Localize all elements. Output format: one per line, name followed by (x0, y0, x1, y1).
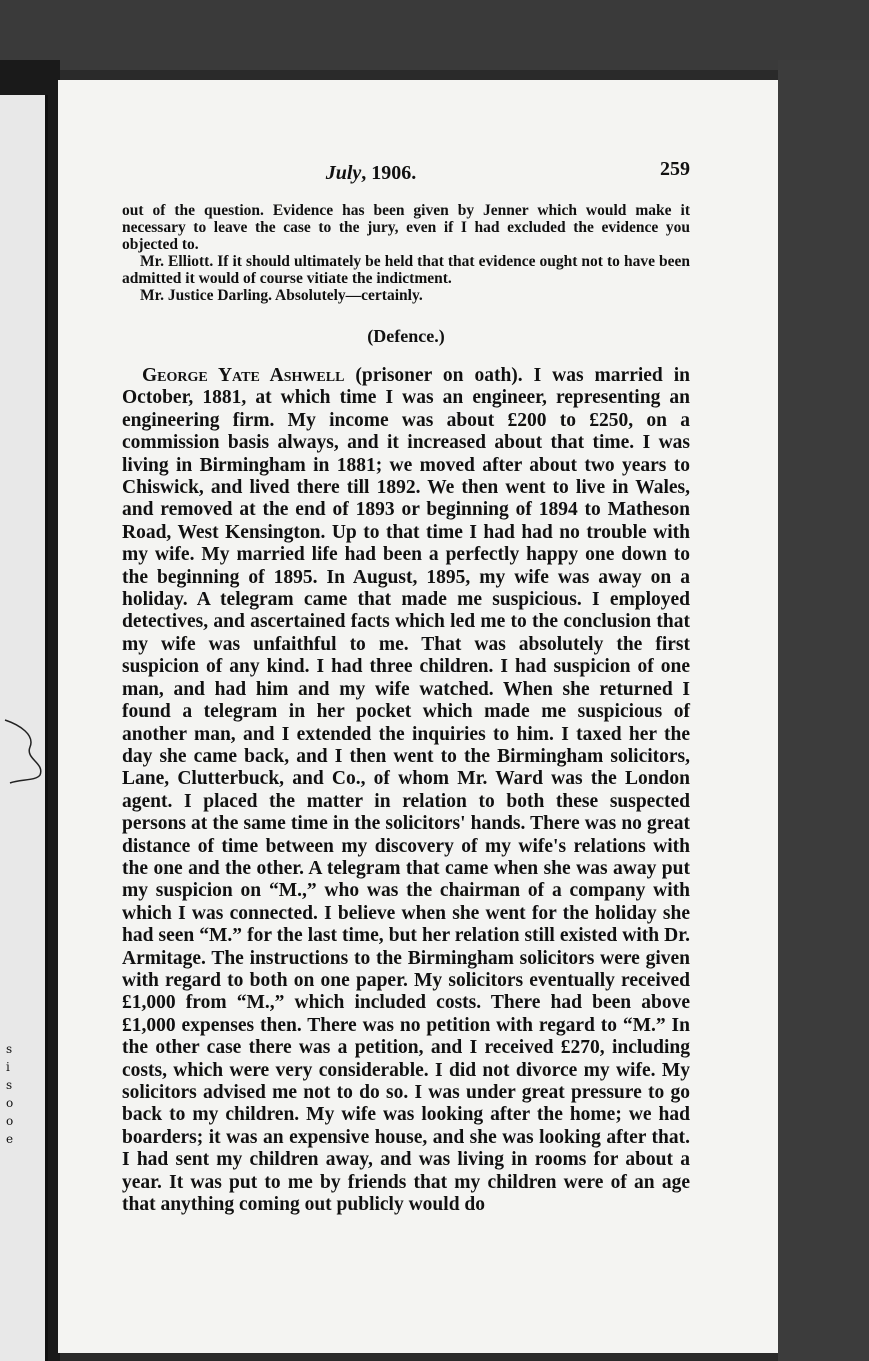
section-heading: (Defence.) (367, 326, 445, 346)
margin-scribble (0, 715, 55, 785)
fragment-char: i (6, 1060, 10, 1074)
facing-page-fragments (6, 1040, 13, 1148)
fragment-char: e (6, 1132, 14, 1146)
running-head-year: , 1906. (361, 162, 417, 184)
testimony-paragraph (122, 365, 690, 1216)
fragment-char: o (6, 1114, 14, 1128)
testimony-text: (prisoner on oath). I was married in October, 1881, at which time I was an engineer, representing an engineering firm. My income was about £200 to £250, on a commission basis always, and it increased about that time. I was living in Birmingham in 1881; we moved after about two years to Chiswick, and lived there till 1892. We then went to live in Wales, and removed at the end of 1893 or beginning of 1894 to Matheson Road, West Kensington. Up to that time I had had no trouble with my wife. My married life had been a perfectly happy one down to the beginning of 1895. In August, 1895, my wife was away on a holiday. A telegram came that made me suspicious. I employed detectives, and ascertained facts which led me to the conclusion that my wife was unfaithful to me. That was absolutely the first suspicion of any kind. I had three children. I had suspicion of one man, and had him and my wife watched. When she returned I found a telegram in her pocket which made me suspicious of another man, and I extended the inquiries to him. I taxed her the day she came back, and I then went to the Birmingham solicitors, Lane, Clutterbuck, and Co., of whom Mr. Ward was the London agent. I placed the matter in relation to both these suspected persons at the same time in the solicitors' hands. There was no great distance of time between my discovery of my wife's relations with the one and the other. A telegram that came when she was away put my suspicion on “M.,” who was the chairman of a company with which I was connected. I believe when she went for the holiday she had seen “M.” for the last time, but her relation still existed with Dr. Armitage. The instructions to the Birmingham solicitors were given with regard to both on one paper. My solicitors eventually received £1,000 from “M.,” which included costs. There had been above £1,000 expenses then. There was no petition with regard to “M.” In the other case there was a petition, and I received £270, including costs, which were very considerable. I did not divorce my wife. My solicitors advised me not to do so. I was under great pressure to go back to my children. My wife was looking after the home; we had boarders; it was an expensive house, and she was looking after that. I had sent my children away, and was living in rooms for about a year. It was put to me by friends that my children were of an age that anything coming out publicly would do (122, 365, 690, 1216)
scan-background-top (0, 0, 869, 70)
witness-name: George Yate Ashwell (142, 365, 345, 386)
counsel-statement: Mr. Elliott. If it should ultimately be held that that evidence ought not to have been admitted it would of course vitiate the indictment. (122, 253, 690, 287)
book-page (58, 80, 778, 1353)
judge-statement: Mr. Justice Darling. Absolutely—certainly. (140, 287, 423, 304)
fragment-char: s (6, 1078, 13, 1092)
running-head (122, 162, 620, 185)
fragment-char: o (6, 1096, 14, 1110)
page-header (122, 158, 690, 202)
scan-background-right (778, 60, 869, 1361)
running-head-month: July (325, 162, 362, 184)
fragment-char: s (6, 1042, 13, 1056)
continuation-paragraph: out of the question. Evidence has been given by Jenner which would make it necessary to leave the case to the jury, even if I had excluded the evidence you objected to. (122, 202, 690, 253)
page-number: 259 (660, 158, 690, 180)
